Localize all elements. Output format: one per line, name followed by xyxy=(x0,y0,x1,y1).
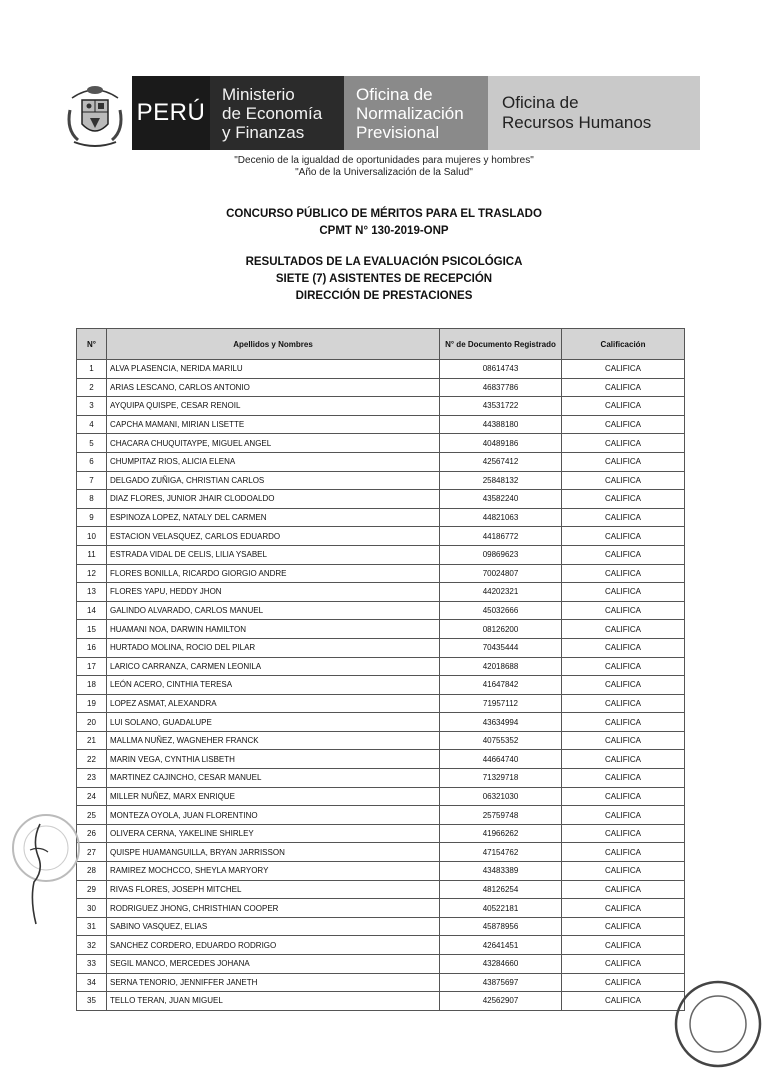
row-document: 41647842 xyxy=(440,676,562,695)
row-document: 71957112 xyxy=(440,694,562,713)
row-name: LARICO CARRANZA, CARMEN LEONILA xyxy=(107,657,440,676)
title-line-3: RESULTADOS DE LA EVALUACIÓN PSICOLÓGICA xyxy=(245,256,523,268)
row-document: 06321030 xyxy=(440,787,562,806)
row-name: RODRIGUEZ JHONG, CHRISTHIAN COOPER xyxy=(107,899,440,918)
row-qualification: CALIFICA xyxy=(562,824,685,843)
row-qualification: CALIFICA xyxy=(562,638,685,657)
row-document: 42562907 xyxy=(440,992,562,1011)
row-qualification: CALIFICA xyxy=(562,880,685,899)
row-document: 44202321 xyxy=(440,583,562,602)
table-row xyxy=(77,769,685,788)
row-document: 08614743 xyxy=(440,360,562,379)
contest-title xyxy=(0,206,768,240)
row-number: 1 xyxy=(77,360,107,379)
row-name: GALINDO ALVARADO, CARLOS MANUEL xyxy=(107,601,440,620)
results-title xyxy=(0,254,768,305)
table-row xyxy=(77,638,685,657)
row-document: 42641451 xyxy=(440,936,562,955)
orh-label: Oficina de Recursos Humanos xyxy=(488,76,700,150)
row-number: 26 xyxy=(77,824,107,843)
row-number: 19 xyxy=(77,694,107,713)
row-name: HUAMANI NOA, DARWIN HAMILTON xyxy=(107,620,440,639)
row-document: 45878956 xyxy=(440,917,562,936)
row-qualification: CALIFICA xyxy=(562,992,685,1011)
row-qualification: CALIFICA xyxy=(562,545,685,564)
row-name: CAPCHA MAMANI, MIRIAN LISETTE xyxy=(107,415,440,434)
row-document: 43582240 xyxy=(440,490,562,509)
row-name: MALLMA NUÑEZ, WAGNEHER FRANCK xyxy=(107,731,440,750)
table-row xyxy=(77,787,685,806)
row-qualification: CALIFICA xyxy=(562,583,685,602)
table-row xyxy=(77,862,685,881)
row-qualification: CALIFICA xyxy=(562,973,685,992)
row-name: CHACARA CHUQUITAYPE, MIGUEL ANGEL xyxy=(107,434,440,453)
row-document: 45032666 xyxy=(440,601,562,620)
row-document: 44186772 xyxy=(440,527,562,546)
table-row xyxy=(77,490,685,509)
row-document: 43634994 xyxy=(440,713,562,732)
header-number: N° xyxy=(77,329,107,360)
row-name: SEGIL MANCO, MERCEDES JOHANA xyxy=(107,955,440,974)
stamp-icon xyxy=(672,978,764,1070)
row-qualification: CALIFICA xyxy=(562,676,685,695)
row-name: FLORES BONILLA, RICARDO GIORGIO ANDRE xyxy=(107,564,440,583)
table-row xyxy=(77,676,685,695)
results-table xyxy=(76,328,685,1011)
header-qualification: Calificación xyxy=(562,329,685,360)
table-row xyxy=(77,583,685,602)
table-row xyxy=(77,973,685,992)
title-line-4: SIETE (7) ASISTENTES DE RECEPCIÓN xyxy=(275,273,493,285)
row-number: 27 xyxy=(77,843,107,862)
row-name: OLIVERA CERNA, YAKELINE SHIRLEY xyxy=(107,824,440,843)
row-qualification: CALIFICA xyxy=(562,601,685,620)
row-name: CHUMPITAZ RIOS, ALICIA ELENA xyxy=(107,452,440,471)
row-document: 71329718 xyxy=(440,769,562,788)
header-document: N° de Documento Registrado xyxy=(440,329,562,360)
row-number: 23 xyxy=(77,769,107,788)
row-name: QUISPE HUAMANGUILLA, BRYAN JARRISSON xyxy=(107,843,440,862)
row-number: 17 xyxy=(77,657,107,676)
peru-label: PERÚ xyxy=(132,76,210,150)
row-name: SABINO VASQUEZ, ELIAS xyxy=(107,917,440,936)
row-qualification: CALIFICA xyxy=(562,452,685,471)
row-number: 4 xyxy=(77,415,107,434)
coat-of-arms-icon xyxy=(64,80,126,148)
row-document: 42018688 xyxy=(440,657,562,676)
row-name: LOPEZ ASMAT, ALEXANDRA xyxy=(107,694,440,713)
row-document: 44388180 xyxy=(440,415,562,434)
table-row xyxy=(77,564,685,583)
row-number: 16 xyxy=(77,638,107,657)
row-name: RAMIREZ MOCHCCO, SHEYLA MARYORY xyxy=(107,862,440,881)
row-number: 20 xyxy=(77,713,107,732)
row-number: 14 xyxy=(77,601,107,620)
row-document: 46837786 xyxy=(440,378,562,397)
onp-label: Oficina de Normalización Previsional xyxy=(344,76,488,150)
row-qualification: CALIFICA xyxy=(562,694,685,713)
row-qualification: CALIFICA xyxy=(562,434,685,453)
row-name: LUI SOLANO, GUADALUPE xyxy=(107,713,440,732)
row-number: 7 xyxy=(77,471,107,490)
row-document: 47154762 xyxy=(440,843,562,862)
table-row xyxy=(77,936,685,955)
row-qualification: CALIFICA xyxy=(562,360,685,379)
row-qualification: CALIFICA xyxy=(562,713,685,732)
table-row xyxy=(77,545,685,564)
row-qualification: CALIFICA xyxy=(562,899,685,918)
row-number: 12 xyxy=(77,564,107,583)
row-number: 28 xyxy=(77,862,107,881)
row-qualification: CALIFICA xyxy=(562,378,685,397)
row-name: MARIN VEGA, CYNTHIA LISBETH xyxy=(107,750,440,769)
row-name: ARIAS LESCANO, CARLOS ANTONIO xyxy=(107,378,440,397)
table-row xyxy=(77,843,685,862)
row-qualification: CALIFICA xyxy=(562,917,685,936)
table-row xyxy=(77,378,685,397)
row-qualification: CALIFICA xyxy=(562,564,685,583)
signature-icon xyxy=(26,820,52,930)
row-document: 70435444 xyxy=(440,638,562,657)
row-number: 35 xyxy=(77,992,107,1011)
row-name: ESPINOZA LOPEZ, NATALY DEL CARMEN xyxy=(107,508,440,527)
row-number: 8 xyxy=(77,490,107,509)
table-row xyxy=(77,731,685,750)
row-document: 25759748 xyxy=(440,806,562,825)
row-number: 24 xyxy=(77,787,107,806)
table-row xyxy=(77,713,685,732)
mef-label: Ministerio de Economía y Finanzas xyxy=(210,76,344,150)
row-number: 25 xyxy=(77,806,107,825)
table-row xyxy=(77,508,685,527)
row-number: 34 xyxy=(77,973,107,992)
row-qualification: CALIFICA xyxy=(562,843,685,862)
table-row xyxy=(77,917,685,936)
row-document: 40522181 xyxy=(440,899,562,918)
row-name: ESTRADA VIDAL DE CELIS, LILIA YSABEL xyxy=(107,545,440,564)
row-document: 43875697 xyxy=(440,973,562,992)
table-row xyxy=(77,824,685,843)
row-number: 31 xyxy=(77,917,107,936)
table-row xyxy=(77,750,685,769)
row-number: 6 xyxy=(77,452,107,471)
table-row xyxy=(77,471,685,490)
motto-decade: "Decenio de la igualdad de oportunidades para mujeres y hombres" xyxy=(234,155,534,166)
row-number: 21 xyxy=(77,731,107,750)
row-name: MARTINEZ CAJINCHO, CESAR MANUEL xyxy=(107,769,440,788)
row-number: 3 xyxy=(77,397,107,416)
table-row xyxy=(77,657,685,676)
table-row xyxy=(77,694,685,713)
table-row xyxy=(77,899,685,918)
document-header xyxy=(64,76,704,152)
table-row xyxy=(77,527,685,546)
table-row xyxy=(77,992,685,1011)
row-qualification: CALIFICA xyxy=(562,806,685,825)
table-row xyxy=(77,601,685,620)
table-header-row xyxy=(77,329,685,360)
row-qualification: CALIFICA xyxy=(562,862,685,881)
row-number: 11 xyxy=(77,545,107,564)
row-qualification: CALIFICA xyxy=(562,955,685,974)
row-document: 40489186 xyxy=(440,434,562,453)
row-document: 70024807 xyxy=(440,564,562,583)
row-qualification: CALIFICA xyxy=(562,787,685,806)
title-line-1: CONCURSO PÚBLICO DE MÉRITOS PARA EL TRASLADO xyxy=(226,208,542,220)
title-line-5: DIRECCIÓN DE PRESTACIONES xyxy=(295,290,473,302)
table-row xyxy=(77,452,685,471)
row-number: 5 xyxy=(77,434,107,453)
row-qualification: CALIFICA xyxy=(562,620,685,639)
row-number: 29 xyxy=(77,880,107,899)
row-name: HURTADO MOLINA, ROCIO DEL PILAR xyxy=(107,638,440,657)
row-number: 18 xyxy=(77,676,107,695)
row-qualification: CALIFICA xyxy=(562,731,685,750)
row-name: ESTACION VELASQUEZ, CARLOS EDUARDO xyxy=(107,527,440,546)
header-name: Apellidos y Nombres xyxy=(107,329,440,360)
table-row xyxy=(77,434,685,453)
row-name: TELLO TERAN, JUAN MIGUEL xyxy=(107,992,440,1011)
table-row xyxy=(77,880,685,899)
table-row xyxy=(77,415,685,434)
row-name: DIAZ FLORES, JUNIOR JHAIR CLODOALDO xyxy=(107,490,440,509)
row-number: 13 xyxy=(77,583,107,602)
row-qualification: CALIFICA xyxy=(562,397,685,416)
row-qualification: CALIFICA xyxy=(562,527,685,546)
table-row xyxy=(77,360,685,379)
table-row xyxy=(77,620,685,639)
mottos xyxy=(0,155,768,179)
row-qualification: CALIFICA xyxy=(562,415,685,434)
row-number: 32 xyxy=(77,936,107,955)
row-number: 15 xyxy=(77,620,107,639)
row-document: 43483389 xyxy=(440,862,562,881)
row-name: ALVA PLASENCIA, NERIDA MARILU xyxy=(107,360,440,379)
row-document: 43284660 xyxy=(440,955,562,974)
row-document: 48126254 xyxy=(440,880,562,899)
row-document: 44821063 xyxy=(440,508,562,527)
row-number: 22 xyxy=(77,750,107,769)
row-qualification: CALIFICA xyxy=(562,471,685,490)
row-name: RIVAS FLORES, JOSEPH MITCHEL xyxy=(107,880,440,899)
row-document: 25848132 xyxy=(440,471,562,490)
row-name: MILLER NUÑEZ, MARX ENRIQUE xyxy=(107,787,440,806)
row-number: 10 xyxy=(77,527,107,546)
row-qualification: CALIFICA xyxy=(562,508,685,527)
row-number: 33 xyxy=(77,955,107,974)
row-name: MONTEZA OYOLA, JUAN FLORENTINO xyxy=(107,806,440,825)
row-qualification: CALIFICA xyxy=(562,490,685,509)
row-document: 40755352 xyxy=(440,731,562,750)
row-document: 44664740 xyxy=(440,750,562,769)
table-row xyxy=(77,806,685,825)
row-number: 30 xyxy=(77,899,107,918)
table-row xyxy=(77,955,685,974)
motto-year: "Año de la Universalización de la Salud" xyxy=(295,167,473,178)
row-name: DELGADO ZUÑIGA, CHRISTIAN CARLOS xyxy=(107,471,440,490)
row-qualification: CALIFICA xyxy=(562,936,685,955)
row-document: 42567412 xyxy=(440,452,562,471)
row-name: SANCHEZ CORDERO, EDUARDO RODRIGO xyxy=(107,936,440,955)
title-line-2: CPMT N° 130-2019-ONP xyxy=(319,225,449,237)
row-number: 2 xyxy=(77,378,107,397)
row-document: 41966262 xyxy=(440,824,562,843)
row-number: 9 xyxy=(77,508,107,527)
row-name: AYQUIPA QUISPE, CESAR RENOIL xyxy=(107,397,440,416)
row-name: SERNA TENORIO, JENNIFFER JANETH xyxy=(107,973,440,992)
row-name: LEÓN ACERO, CINTHIA TERESA xyxy=(107,676,440,695)
row-qualification: CALIFICA xyxy=(562,657,685,676)
row-document: 43531722 xyxy=(440,397,562,416)
table-row xyxy=(77,397,685,416)
row-qualification: CALIFICA xyxy=(562,769,685,788)
row-document: 08126200 xyxy=(440,620,562,639)
row-qualification: CALIFICA xyxy=(562,750,685,769)
row-document: 09869623 xyxy=(440,545,562,564)
row-name: FLORES YAPU, HEDDY JHON xyxy=(107,583,440,602)
